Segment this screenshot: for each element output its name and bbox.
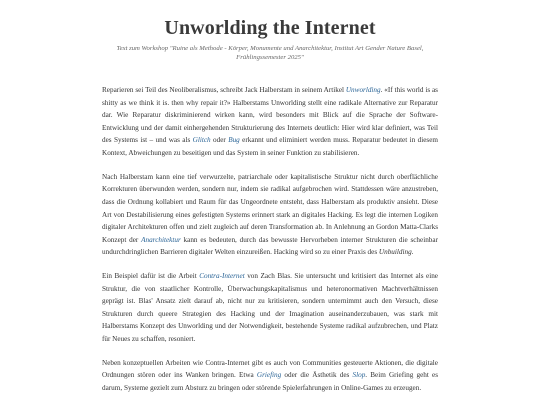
inline-link[interactable]: Griefing: [256, 371, 282, 380]
text-run: oder die Ästhetik des: [281, 371, 353, 380]
text-run: Neben konzeptuellen Arbeiten wie Contra-Internet gibt es auch von Communities gesteuerte Aktionen, die digitale Ordnungen stören oder ins Wanken bringen. Etwa: [102, 358, 438, 380]
text-run: . «If this world is as shitty as we think it is. then why repair it?» Halberstams Unworlding stellt eine radikale Alternative zur Reparatur dar. Wie Reparatur diskriminierend wirken kann, wird besonders mit Blick auf die Sprache der Software-Entwicklung und der damit einhergehenden Strukturierung des Internets deutlich: Hier wird klar definiert, was Teil des Systems ist – und was als: [102, 86, 438, 145]
text-run: erkannt und eliminiert werden muss. Reparatur bedeutet in diesem Kontext, Abweichungen zu beseitigen und das System in seiner Funktion zu stabilisieren.: [102, 136, 438, 157]
body-paragraph: [102, 357, 438, 395]
article-header: [100, 16, 440, 62]
text-run: von Zach Blas. Sie untersucht und kritisiert das Internet als eine Struktur, die von staatlicher Kontrolle, Überwachungskapitalismus und heteronormativen Machtverhältnissen geprägt ist. Blas' Ansatz zielt darauf ab, nicht nur zu kritisieren, sondern unternimmt auch den Versuch, diese Strukturen durch queere Strategien des Hacking und der Imagination auseinanderzubauen, was stark mit Halberstams Konzept des Unworlding und der Notwendigkeit, bestehende Systeme radikal aufzubrechen, und Platz für Neues zu schaffen, resoniert.: [102, 272, 438, 344]
inline-link[interactable]: Glitch: [192, 136, 211, 145]
text-run: Ein Beispiel dafür ist die Arbeit: [102, 272, 200, 281]
body-paragraph: [102, 84, 438, 160]
text-run: oder: [210, 136, 229, 145]
text-run: . Beim Griefing geht es darum, Systeme gezielt zum Absturz zu bringen oder störende Spielerfahrungen in Online-Games zu erzeugen.: [102, 371, 438, 393]
text-run: Reparieren sei Teil des Neoliberalismus, schreibt Jack Halberstam in seinem Artikel: [102, 86, 346, 94]
inline-link[interactable]: Contra-Internet: [199, 272, 245, 281]
article-body: [102, 84, 438, 405]
page-subtitle: Text zum Workshop "Ruine als Methode - Körper, Monumente und Anarchitektur, Institut Art Gender Nature Basel, Frühlingssemester 2025": [116, 45, 424, 61]
body-paragraph: [102, 171, 438, 259]
inline-link[interactable]: Slop: [352, 371, 366, 380]
text-run: .: [411, 248, 414, 257]
body-paragraph: [102, 270, 438, 346]
page-title: Unworlding the Internet: [164, 17, 376, 39]
text-run: kann es bedeuten, durch das bewusste Hervorheben interner Strukturen die scheinbar undurchdringlichen Barrieren digitaler Welten einzureißen. Hacking wird so zu einer Praxis des: [102, 235, 438, 257]
text-run: Nach Halberstam kann eine tief verwurzelte, patriarchale oder kapitalistische Struktur nicht durch oberflächliche Korrekturen überwunden werden, sondern nur, indem sie radikal aufgebrochen wird. Stattdessen wäre anzustreben, dass die Ordnung kollabiert und Raum für das Ungeordnete entsteht, dass Halberstam als produktiv ansieht. Diese Art von Destabilisierung eines gefestigten Systems erinnert stark an digitales Hacking. Es legt die internen Logiken digitaler Architekturen offen und zielt zugleich auf deren Transformation ab. In Anlehnung an Gordon Matta-Clarks Konzept der: [102, 172, 438, 244]
emphasis-text: Unbuilding: [378, 248, 412, 257]
inline-link[interactable]: Unworlding: [345, 86, 381, 94]
inline-link[interactable]: Bug: [228, 136, 240, 145]
inline-link[interactable]: Anarchitektur: [141, 235, 181, 244]
